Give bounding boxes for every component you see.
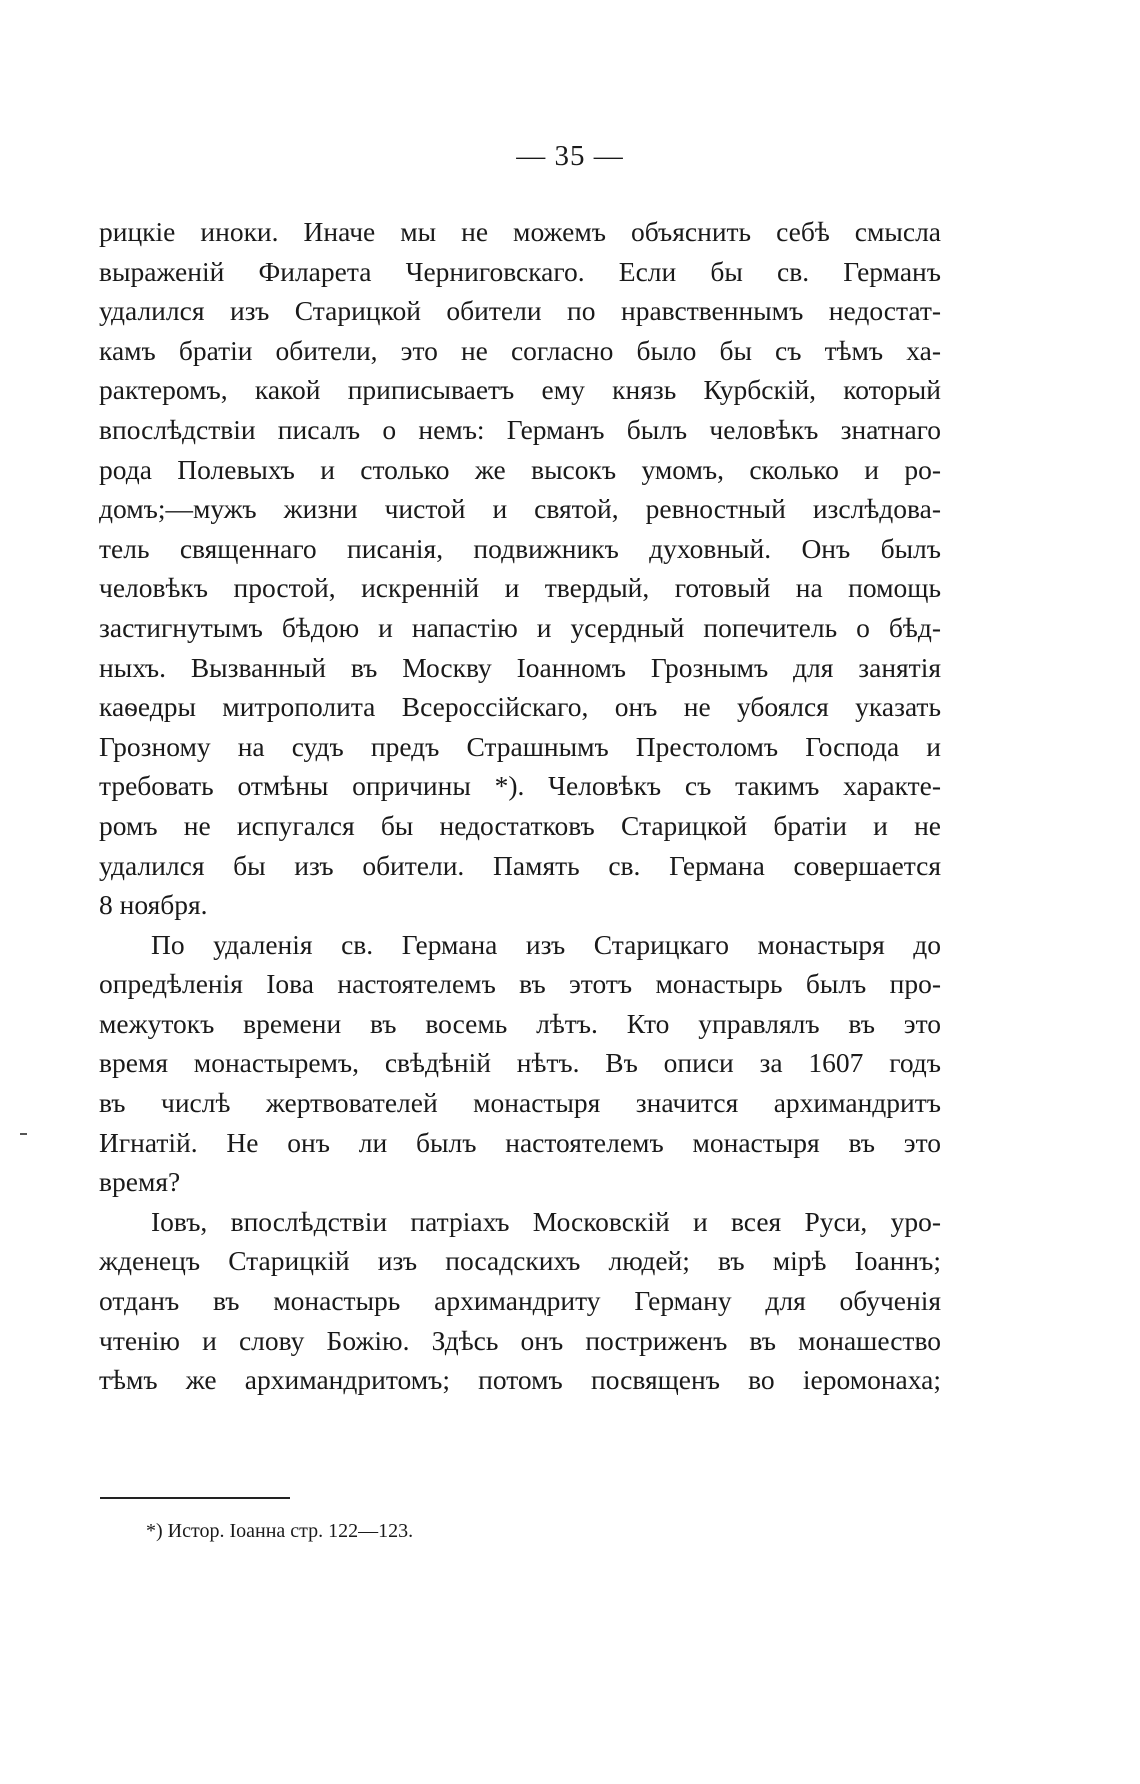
text-line: По удаленія св. Германа изъ Старицкаго монастыря до: [151, 928, 941, 960]
page-number: — 35 —: [516, 140, 624, 172]
text-line: ныхъ. Вызванный въ Москву Іоанномъ Грознымъ для занятія: [99, 651, 941, 683]
body-text: [99, 212, 941, 1400]
text-line: въ числѣ жертвователей монастыря значится архимандритъ: [99, 1087, 941, 1119]
text-line: рода Полевыхъ и столько же высокъ умомъ, сколько и ро-: [99, 453, 941, 485]
text-line: камъ братіи обители, это не согласно было бы съ тѣмъ ха-: [99, 334, 941, 366]
text-line: ромъ не испугался бы недостатковъ Старицкой братіи и не: [99, 809, 941, 841]
margin-mark: [20, 1133, 27, 1135]
text-line: выраженій Филарета Черниговскаго. Если бы св. Германъ: [99, 255, 941, 287]
text-line: впослѣдствіи писалъ о немъ: Германъ былъ человѣкъ знатнаго: [99, 413, 941, 445]
text-line: удалился изъ Старицкой обители по нравственнымъ недостат-: [99, 295, 941, 327]
text-line: каѳедры митрополита Всероссійскаго, онъ не убоялся указать: [99, 691, 941, 723]
text-line: межутокъ времени въ восемь лѣтъ. Кто управлялъ въ это: [99, 1007, 941, 1039]
text-line: рактеромъ, какой приписываетъ ему князь Курбскій, который: [99, 374, 941, 406]
text-line: время?: [99, 1166, 181, 1198]
footnote-divider: [100, 1497, 290, 1499]
text-line: 8 ноября.: [99, 889, 208, 921]
text-line: Игнатій. Не онъ ли былъ настоятелемъ монастыря въ это: [99, 1126, 941, 1158]
text-line: тѣмъ же архимандритомъ; потомъ посвященъ во іеромонаха;: [99, 1364, 941, 1396]
text-line: застигнутымъ бѣдою и напастію и усердный попечитель о бѣд-: [99, 611, 941, 643]
text-line: Грозному на судъ предъ Страшнымъ Престоломъ Господа и: [99, 730, 941, 762]
text-line: требовать отмѣны опричины *). Человѣкъ съ такимъ характе-: [99, 770, 941, 802]
text-line: жденецъ Старицкій изъ посадскихъ людей; въ мірѣ Іоаннъ;: [99, 1245, 941, 1277]
text-line: человѣкъ простой, искренній и твердый, готовый на помощь: [99, 572, 941, 604]
text-line: рицкіе иноки. Иначе мы не можемъ объяснить себѣ смысла: [99, 216, 941, 247]
text-line: чтенію и слову Божію. Здѣсь онъ постриженъ въ монашество: [99, 1324, 941, 1356]
footnote: *) Истор. Іоанна стр. 122—123.: [146, 1520, 414, 1542]
text-line: время монастыремъ, свѣдѣній нѣтъ. Въ описи за 1607 годъ: [99, 1047, 941, 1079]
text-line: отданъ въ монастырь архимандриту Герману для обученія: [99, 1285, 941, 1317]
text-line: тель священнаго писанія, подвижникъ духовный. Онъ былъ: [99, 532, 941, 564]
text-line: удалился бы изъ обители. Память св. Германа совершается: [99, 849, 941, 881]
text-line: опредѣленія Іова настоятелемъ въ этотъ монастырь былъ про-: [99, 968, 941, 1000]
text-line: домъ;—мужъ жизни чистой и святой, ревностный изслѣдова-: [99, 493, 941, 525]
text-line: Іовъ, впослѣдствіи патріахъ Московскій и всея Руси, уро-: [151, 1205, 941, 1237]
